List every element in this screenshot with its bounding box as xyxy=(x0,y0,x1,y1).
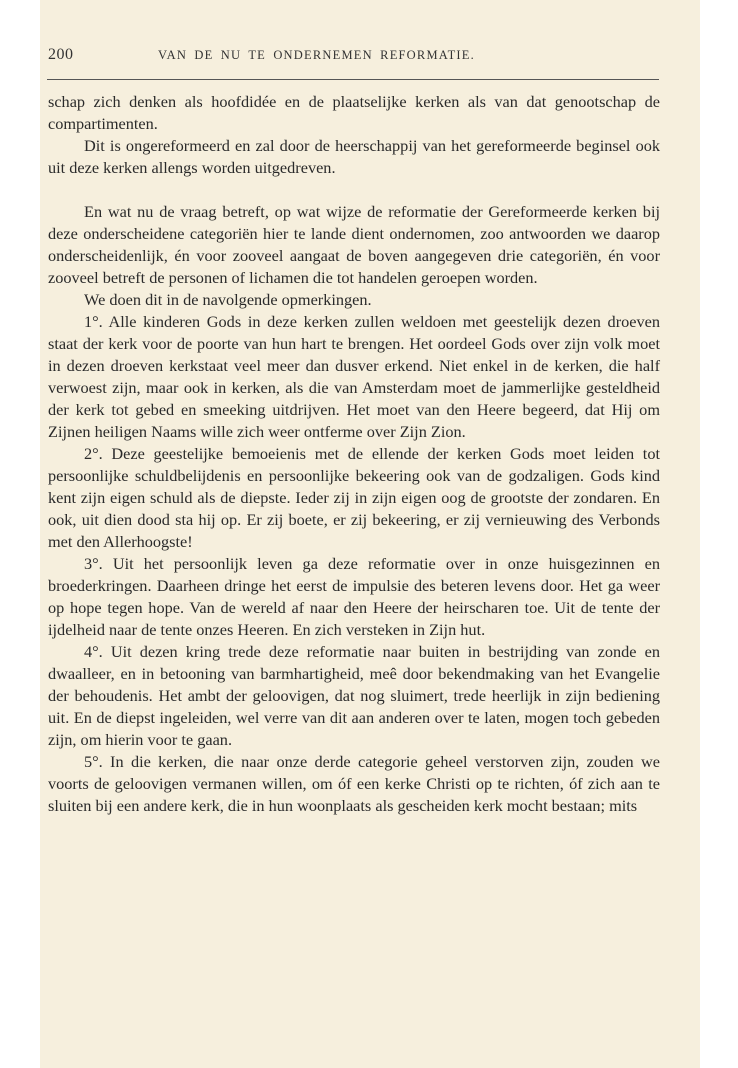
page-number: 200 xyxy=(48,46,74,63)
paragraph-point-5: 5°. In die kerken, die naar onze derde categorie geheel verstorven zijn, zouden we voorts de geloovigen vermanen willen, om óf een kerke Christi op te richten, óf zich aan te sluiten bij een andere kerk, die in hun woonplaats als gescheiden kerk mocht bestaan; mits xyxy=(48,752,660,815)
paragraph-point-4: 4°. Uit dezen kring trede deze reformatie naar buiten in bestrijding van zonde en dwaalleer, en in betooning van barmhartigheid, meê door bekendmaking van het Evangelie der behoudenis. Het ambt der geloovigen, dat nog sluimert, trede heerlijk in zijn bediening uit. En de diepst ingeleiden, wel verre van dit aan anderen over te laten, mogen toch gebeden zijn, om hierin voor te gaan. xyxy=(48,642,660,749)
header-rule xyxy=(47,79,659,80)
paragraph-point-2: 2°. Deze geestelijke bemoeienis met de ellende der kerken Gods moet leiden tot persoonlijke schuldbelijdenis en persoonlijke bekeering ook van de godzaligen. Gods kind kent zijn eigen schuld als de diepste. Ieder zij in zijn eigen oog de grootste der zondaren. En ook, uit dien dood sta hij op. Er zij boete, er zij bekeering, er zij vernieuwing des Verbonds met den Allerhoogste! xyxy=(48,444,660,551)
paragraph-point-1: 1°. Alle kinderen Gods in deze kerken zullen weldoen met geestelijk dezen droeven staat der kerk voor de poorte van hun hart te brengen. Het oordeel Gods over zijn volk moet in dezen droeven kerkstaat veel meer dan dusver erkend. Niet enkel in de kerken, die half verwoest zijn, maar ook in kerken, als die van Amsterdam moet de jammerlijke gesteldheid der kerk tot gebed en smeeking uitdrijven. Het moet van den Heere begeerd, dat Hij om Zijnen heiligen Naams wille zich weer ontferme over Zijn Zion. xyxy=(48,312,660,441)
paragraph: Dit is ongereformeerd en zal door de heerschappij van het gereformeerde beginsel ook uit deze kerken allengs worden uitgedreven. xyxy=(48,136,660,177)
paragraph-point-3: 3°. Uit het persoonlijk leven ga deze reformatie over in onze huisgezinnen en broederkringen. Daarheen dringe het eerst de impulsie des beteren levens door. Het ga weer op hope tegen hope. Van de wereld af naar den Heere der heirscharen toe. Uit de tente der ijdelheid naar de tente onzes Heeren. En zich versteken in Zijn hut. xyxy=(48,554,660,639)
paragraph: We doen dit in de navolgende opmerkingen. xyxy=(84,290,372,309)
paragraph: En wat nu de vraag betreft, op wat wijze de reformatie der Gereformeerde kerken bij deze onderscheidene categoriën hier te lande dient ondernomen, zoo antwoorden we daarop onderscheidenlijk, én voor zooveel aangaat de boven aangegeven drie categoriën, én voor zooveel betreft de personen of lichamen die tot handelen geroepen worden. xyxy=(48,202,660,287)
running-title: VAN DE NU TE ONDERNEMEN REFORMATIE. xyxy=(158,48,475,62)
body-text xyxy=(48,91,660,817)
paragraph-continuation: schap zich denken als hoofdidée en de plaatselijke kerken als van dat genootschap de compartimenten. xyxy=(48,92,660,133)
